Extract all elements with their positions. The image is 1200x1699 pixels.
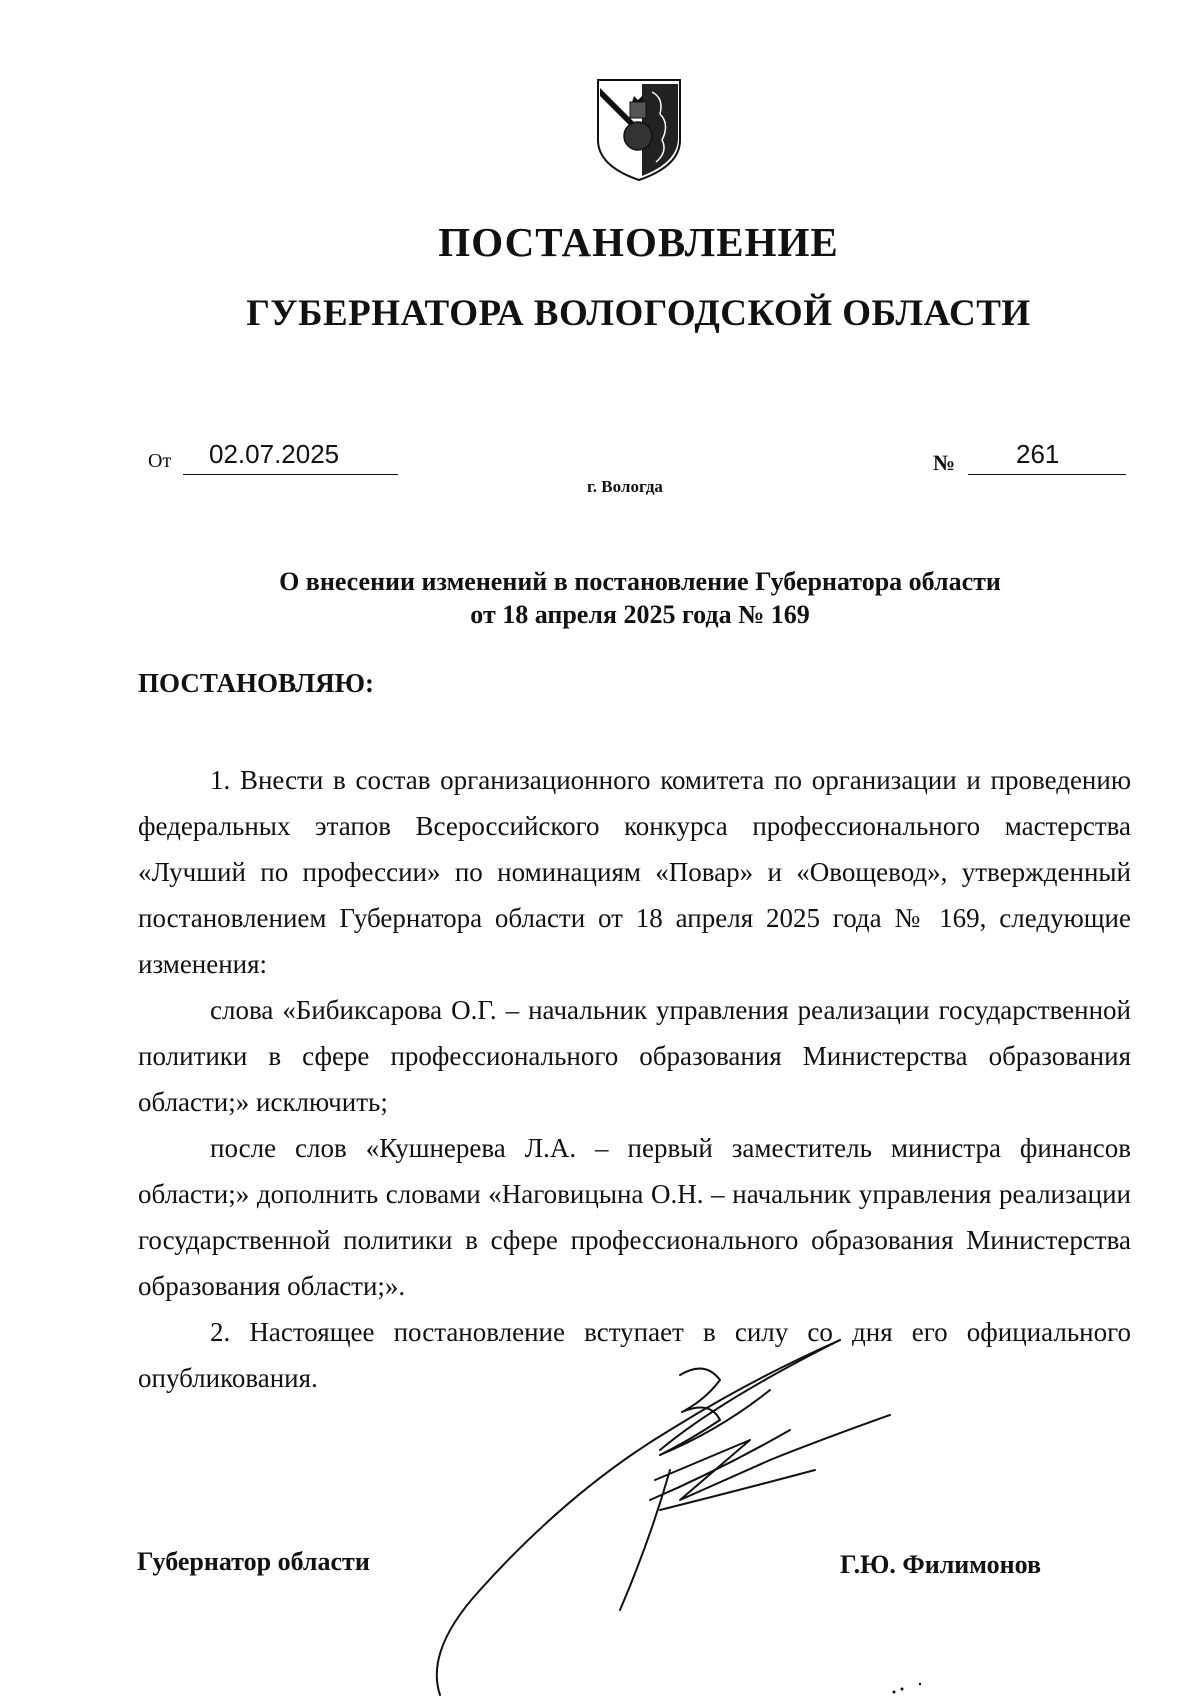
body-paragraph: после слов «Кушнерева Л.А. – первый заместитель министра финансов области;» дополнить словами «Наговицына О.Н. – начальник управления реализации государственной политики в сфере профессионального образования Министерства образования области;». bbox=[138, 1133, 1131, 1301]
number-field bbox=[968, 438, 1126, 475]
signatory-name: Г.Ю. Филимонов bbox=[840, 1550, 1042, 1579]
document-subject bbox=[180, 565, 1100, 631]
body-paragraph: слова «Бибиксарова О.Г. – начальник управления реализации государственной политики в сфере профессионального образования Министерства образования области;» исключить; bbox=[138, 995, 1131, 1117]
date-label: От bbox=[148, 450, 172, 472]
document-date: 02.07.2025 bbox=[209, 439, 340, 469]
body-paragraph: 2. Настоящее постановление вступает в силу со дня его официального опубликования. bbox=[138, 1317, 1131, 1393]
document-number: 261 bbox=[1016, 439, 1060, 469]
coat-of-arms-icon bbox=[594, 78, 684, 182]
number-label: № bbox=[933, 450, 956, 475]
body-paragraph: 1. Внести в состав организационного комитета по организации и проведению федеральных этапов Всероссийского конкурса профессионального мастерства «Лучший по профессии» по номинациям «Повар» и «Овощевод», утвержденный постановлением Губернатора области от 18 апреля 2025 года № 169, следующие изменения: bbox=[138, 765, 1131, 979]
signatory-position: Губернатор области bbox=[137, 1547, 370, 1576]
document-city: г. Вологда bbox=[587, 477, 663, 496]
subject-line: от 18 апреля 2025 года № 169 bbox=[470, 600, 810, 629]
subject-line: О внесении изменений в постановление Губернатора области bbox=[279, 567, 1001, 596]
document-title: ПОСТАНОВЛЕНИЕ bbox=[438, 219, 839, 265]
resolve-heading: ПОСТАНОВЛЯЮ: bbox=[138, 668, 374, 698]
document-body bbox=[138, 757, 1131, 1401]
date-field bbox=[183, 438, 398, 475]
document-subtitle: ГУБЕРНАТОРА ВОЛОГОДСКОЙ ОБЛАСТИ bbox=[246, 293, 1031, 334]
